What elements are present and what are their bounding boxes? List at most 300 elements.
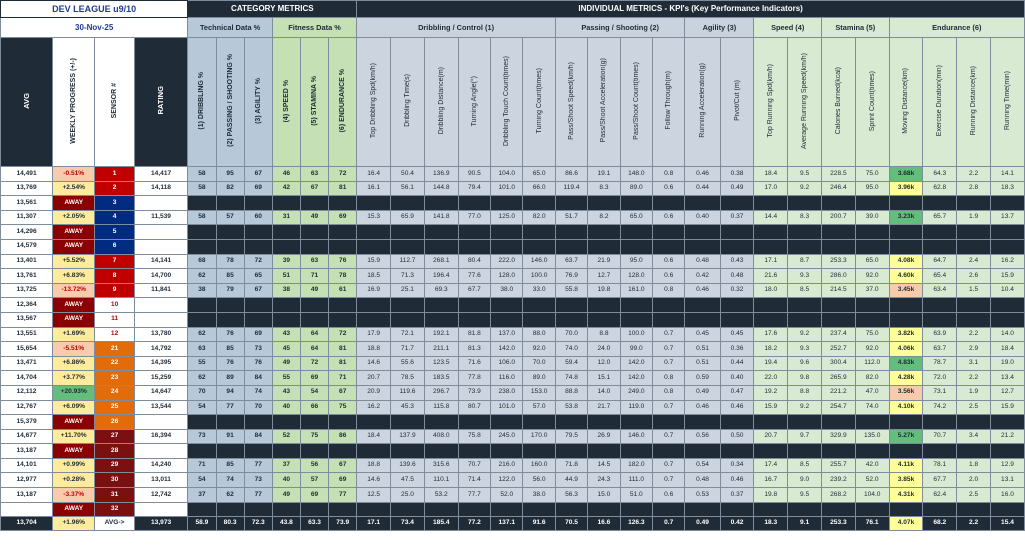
empty-cell [788,502,822,517]
away-badge: AWAY [53,312,95,327]
away-badge: AWAY [53,444,95,459]
empty-cell [300,312,328,327]
kpi-value: 0.51 [685,356,720,371]
kpi-value: 82.0 [523,210,555,225]
category-pct: 43 [272,385,300,400]
empty-cell [188,298,216,313]
kpi-value: 99.0 [620,342,652,357]
kpi-value: 56.3 [555,488,587,503]
empty-cell [685,502,720,517]
header-kpi-label: Turning Angle(°) [470,75,478,126]
empty-cell [391,225,425,240]
kpi-value: 4.10k [889,400,923,415]
kpi-value: 17.4 [754,458,788,473]
table-row [1,488,1025,503]
row-avg: 12,112 [1,385,53,400]
header-kpi [357,38,391,167]
weekly-progress: +0.99% [53,458,95,473]
kpi-value: 20.9 [357,385,391,400]
group-technical: Technical Data % [188,18,272,38]
kpi-value: 2.4 [957,254,991,269]
kpi-value: 9.2 [788,400,822,415]
kpi-value: 128.0 [491,269,523,284]
kpi-value: 90.5 [458,167,490,182]
kpi-value: 9.0 [788,473,822,488]
sensor-number: 22 [95,356,134,371]
header-kpi-label: Pass/Shoot Acceleration(g) [600,58,608,143]
kpi-value: 22.0 [754,371,788,386]
weekly-progress: +5.52% [53,254,95,269]
empty-cell [272,444,300,459]
kpi-value: 38.0 [491,283,523,298]
kpi-value: 16.7 [754,473,788,488]
header-kpi [990,38,1024,167]
kpi-value: 12.5 [357,488,391,503]
footer-value: 16.6 [588,517,620,531]
empty-cell [391,415,425,430]
kpi-value: 4.31k [889,488,923,503]
header-rating [134,38,188,167]
kpi-value: 71.4 [458,473,490,488]
kpi-value: 0.7 [653,342,685,357]
kpi-value: 0.40 [720,371,754,386]
kpi-value: 71.8 [555,458,587,473]
empty-cell [620,196,652,211]
category-pct: 75 [329,400,357,415]
kpi-value: 75.8 [458,429,490,444]
sensor-number: 9 [95,283,134,298]
category-pct: 94 [216,385,244,400]
kpi-value: 19.8 [588,283,620,298]
rating: 14,792 [134,342,188,357]
empty-cell [754,444,788,459]
footer-value: 58.9 [188,517,216,531]
kpi-value: 78.5 [391,371,425,386]
header-kpi-label: Sprint Count(times) [868,70,876,131]
empty-cell [923,225,957,240]
kpi-value: 8.3 [788,210,822,225]
row-avg: 14,101 [1,458,53,473]
empty-cell [653,239,685,254]
kpi-value: 144.8 [424,181,458,196]
footer-avg: 13,704 [1,517,53,531]
kpi-value: 71.7 [391,342,425,357]
row-avg: 14,579 [1,239,53,254]
kpi-value: 19.8 [754,488,788,503]
empty-cell [889,298,923,313]
table-row [1,400,1025,415]
kpi-value: 196.4 [424,269,458,284]
category-pct: 79 [216,283,244,298]
category-pct: 67 [300,181,328,196]
kpi-value: 0.45 [720,327,754,342]
empty-cell [620,298,652,313]
kpi-value: 0.8 [653,385,685,400]
kpi-value: 77.8 [458,371,490,386]
rating [134,415,188,430]
empty-cell [990,312,1024,327]
empty-cell [923,298,957,313]
category-pct: 67 [329,458,357,473]
category-pct: 81 [329,181,357,196]
weekly-progress: +6.09% [53,400,95,415]
empty-cell [990,196,1024,211]
empty-cell [491,415,523,430]
sensor-number: 8 [95,269,134,284]
kpi-value: 64.3 [923,167,957,182]
kpi-value: 100.0 [620,327,652,342]
empty-cell [424,415,458,430]
rating [134,312,188,327]
empty-cell [458,444,490,459]
kpi-value: 0.49 [720,181,754,196]
footer-value: 43.8 [272,517,300,531]
weekly-progress: +6.86% [53,356,95,371]
header-kpi-label: Pivot/Cut (m) [733,80,741,122]
kpi-value: 70.7 [458,458,490,473]
empty-cell [555,225,587,240]
rating: 13,011 [134,473,188,488]
group-endurance: Endurance (6) [889,18,1024,38]
kpi-value: 26.9 [588,429,620,444]
sensor-number: 29 [95,458,134,473]
empty-cell [889,312,923,327]
kpi-value: 72.0 [923,371,957,386]
category-pct: 85 [216,342,244,357]
header-agility-pct [244,38,272,167]
kpi-value: 9.7 [788,429,822,444]
kpi-value: 0.45 [685,327,720,342]
kpi-value: 211.1 [424,342,458,357]
kpi-value: 65.7 [923,210,957,225]
kpi-value: 0.43 [720,254,754,269]
empty-cell [754,502,788,517]
kpi-value: 408.0 [424,429,458,444]
kpi-value: 119.6 [391,385,425,400]
header-kpi [555,38,587,167]
empty-cell [272,225,300,240]
empty-cell [855,444,889,459]
kpi-value: 296.7 [424,385,458,400]
row-avg: 14,704 [1,371,53,386]
header-kpi-label: Pass/Shoot Count(times) [632,61,640,140]
footer-value: 91.6 [523,517,555,531]
empty-cell [855,312,889,327]
kpi-value: 82.0 [855,371,889,386]
kpi-value: 268.1 [424,254,458,269]
kpi-value: 15.9 [357,254,391,269]
sheet-date: 30-Nov-25 [1,18,188,38]
category-pct: 62 [188,327,216,342]
empty-cell [272,415,300,430]
empty-cell [491,298,523,313]
weekly-progress: +3.77% [53,371,95,386]
empty-cell [391,239,425,254]
empty-cell [244,298,272,313]
empty-cell [923,502,957,517]
kpi-value: 21.2 [990,429,1024,444]
sensor-number: 6 [95,239,134,254]
kpi-value: 63.7 [923,342,957,357]
row-avg: 13,561 [1,196,53,211]
empty-cell [424,444,458,459]
category-pct: 52 [272,429,300,444]
category-pct: 65 [244,269,272,284]
away-badge: AWAY [53,196,95,211]
header-speed-pct-label: (4) SPEED % [282,79,290,122]
kpi-value: 15.3 [357,210,391,225]
category-pct: 69 [244,181,272,196]
kpi-value: 81.3 [458,342,490,357]
kpi-value: 0.6 [653,254,685,269]
category-pct: 49 [300,283,328,298]
empty-cell [990,239,1024,254]
kpi-value: 25.0 [391,488,425,503]
empty-cell [620,415,652,430]
kpi-value: 192.1 [424,327,458,342]
kpi-value: 18.4 [357,429,391,444]
kpi-value: 20.7 [357,371,391,386]
kpi-value: 148.0 [620,167,652,182]
kpi-value: 71.3 [391,269,425,284]
empty-cell [523,444,555,459]
empty-cell [300,239,328,254]
sensor-number: 24 [95,385,134,400]
category-pct: 95 [216,167,244,182]
category-pct: 63 [188,342,216,357]
kpi-value: 2.2 [957,167,991,182]
empty-cell [216,239,244,254]
empty-cell [523,196,555,211]
kpi-value: 4.83k [889,356,923,371]
kpi-value: 0.7 [653,356,685,371]
empty-cell [523,312,555,327]
kpi-value: 106.0 [491,356,523,371]
empty-cell [685,196,720,211]
empty-cell [588,312,620,327]
category-pct: 57 [300,473,328,488]
empty-cell [424,298,458,313]
kpi-value: 141.8 [424,210,458,225]
kpi-value: 9.3 [788,269,822,284]
empty-cell [754,415,788,430]
kpi-value: 183.5 [424,371,458,386]
kpi-value: 65.0 [620,210,652,225]
kpi-value: 3.68k [889,167,923,182]
kpi-value: 15.0 [588,488,620,503]
kpi-value: 51.0 [620,488,652,503]
empty-cell [653,415,685,430]
footer-rating: 13,973 [134,517,188,531]
empty-cell [923,239,957,254]
category-pct: 63 [300,167,328,182]
category-pct: 77 [244,488,272,503]
kpi-value: 75.0 [855,327,889,342]
rating: 13,544 [134,400,188,415]
weekly-progress: -5.51% [53,342,95,357]
footer-value: 0.7 [653,517,685,531]
kpi-value: 239.2 [822,473,856,488]
empty-cell [957,502,991,517]
empty-cell [653,298,685,313]
kpi-value: 17.0 [754,181,788,196]
kpi-value: 39.0 [855,210,889,225]
empty-cell [685,239,720,254]
table-row [1,429,1025,444]
empty-cell [720,196,754,211]
kpi-value: 62.4 [923,488,957,503]
empty-cell [788,239,822,254]
table-row [1,283,1025,298]
kpi-value: 238.0 [491,385,523,400]
category-pct: 57 [216,210,244,225]
kpi-value: 8.7 [788,254,822,269]
footer-value: 76.1 [855,517,889,531]
header-avg [1,38,53,167]
empty-cell [555,502,587,517]
kpi-value: 74.8 [555,371,587,386]
category-pct: 73 [188,429,216,444]
kpi-value: 65.9 [391,210,425,225]
kpi-value: 2.5 [957,400,991,415]
kpi-value: 77.7 [458,488,490,503]
row-avg: 12,767 [1,400,53,415]
weekly-progress: +2.54% [53,181,95,196]
empty-cell [216,196,244,211]
rating [134,225,188,240]
header-avg-label: AVG [21,92,31,109]
sensor-number: 25 [95,400,134,415]
empty-cell [391,444,425,459]
empty-cell [788,312,822,327]
category-pct: 55 [188,356,216,371]
header-kpi-label: Top Dribbling Spd(km/h) [370,63,378,139]
footer-value: 80.3 [216,517,244,531]
kpi-value: 0.7 [653,458,685,473]
empty-cell [244,225,272,240]
empty-cell [720,298,754,313]
empty-cell [957,196,991,211]
kpi-value: 3.82k [889,327,923,342]
header-kpi-label: Pass/Shoot Speed(km/h) [568,61,576,140]
kpi-value: 65.4 [923,269,957,284]
kpi-value: 88.8 [555,385,587,400]
header-kpi [923,38,957,167]
kpi-value: 17.6 [754,327,788,342]
weekly-progress: -13.72% [53,283,95,298]
kpi-value: 62.8 [923,181,957,196]
table-row [1,415,1025,430]
sensor-number: 27 [95,429,134,444]
footer-value: 0.49 [685,517,720,531]
kpi-value: 0.6 [653,269,685,284]
category-pct: 62 [188,269,216,284]
row-avg: 12,364 [1,298,53,313]
kpi-value: 4.08k [889,254,923,269]
kpi-value: 63.4 [923,283,957,298]
kpi-value: 79.4 [458,181,490,196]
header-kpi-label: Dribbling Distance(m) [437,67,445,135]
kpi-value: 14.1 [990,167,1024,182]
empty-cell [855,502,889,517]
kpi-value: 254.7 [822,400,856,415]
footer-value: 0.42 [720,517,754,531]
sensor-number: 1 [95,167,134,182]
kpi-value: 3.45k [889,283,923,298]
empty-cell [855,196,889,211]
kpi-value: 0.7 [653,400,685,415]
empty-cell [424,196,458,211]
category-pct: 58 [188,167,216,182]
kpi-value: 5.27k [889,429,923,444]
header-kpi-label: Exercise Duration(min) [936,65,944,137]
empty-cell [391,298,425,313]
kpi-value: 0.40 [685,210,720,225]
rating [134,444,188,459]
table-row [1,444,1025,459]
kpi-value: 142.0 [620,371,652,386]
kpi-value: 59.4 [555,356,587,371]
kpi-value: 0.46 [685,167,720,182]
group-stamina: Stamina (5) [822,18,890,38]
kpi-value: 18.0 [754,283,788,298]
empty-cell [391,312,425,327]
empty-cell [188,225,216,240]
kpi-value: 0.46 [685,283,720,298]
category-pct: 38 [188,283,216,298]
kpi-value: 9.2 [788,327,822,342]
sensor-number: 2 [95,181,134,196]
kpi-value: 13.7 [990,210,1024,225]
category-pct: 69 [329,473,357,488]
category-pct: 64 [300,342,328,357]
kpi-value: 14.6 [357,356,391,371]
empty-cell [300,415,328,430]
kpi-value: 228.5 [822,167,856,182]
kpi-value: 13.4 [990,371,1024,386]
weekly-progress: -3.37% [53,488,95,503]
empty-cell [216,502,244,517]
empty-cell [329,196,357,211]
kpi-value: 123.5 [424,356,458,371]
category-metrics-title: CATEGORY METRICS [188,1,357,18]
kpi-value: 0.38 [720,167,754,182]
category-pct: 40 [272,400,300,415]
empty-cell [855,298,889,313]
kpi-value: 4.06k [889,342,923,357]
empty-cell [588,239,620,254]
empty-cell [822,239,856,254]
kpi-value: 100.0 [523,269,555,284]
kpi-value: 104.0 [491,167,523,182]
category-pct: 49 [272,356,300,371]
rating: 14,118 [134,181,188,196]
category-pct: 38 [272,283,300,298]
kpi-value: 315.6 [424,458,458,473]
kpi-value: 0.46 [720,400,754,415]
kpi-value: 92.0 [855,342,889,357]
rating: 14,395 [134,356,188,371]
kpi-value: 142.0 [491,342,523,357]
category-pct: 77 [216,400,244,415]
kpi-value: 92.0 [523,342,555,357]
kpi-value: 0.42 [685,269,720,284]
kpi-value: 79.5 [555,429,587,444]
empty-cell [424,239,458,254]
empty-cell [957,444,991,459]
kpi-value: 18.5 [357,269,391,284]
empty-cell [788,298,822,313]
